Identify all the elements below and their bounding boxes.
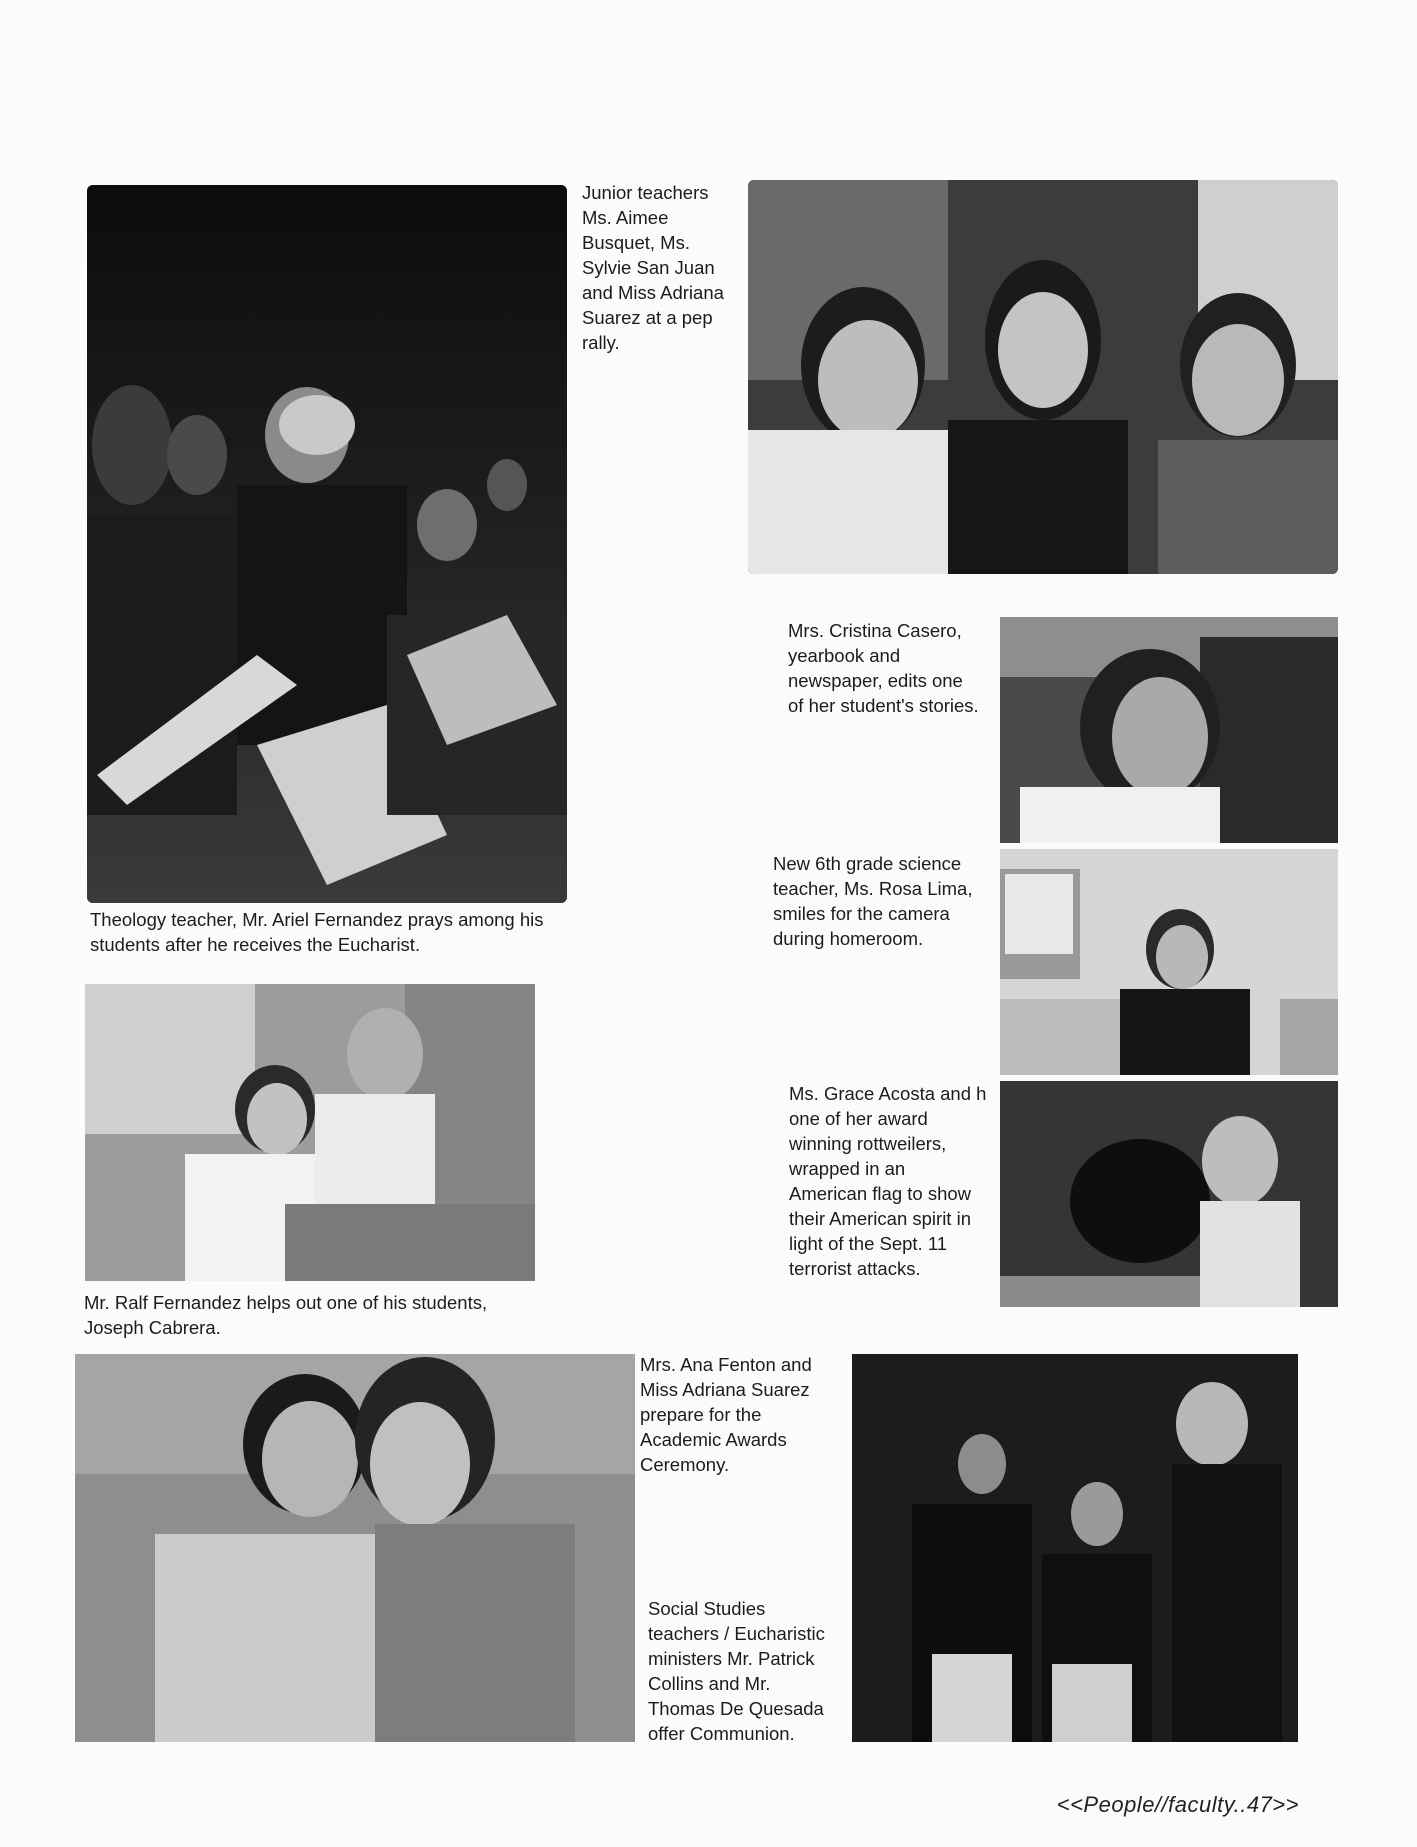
caption-acosta: Ms. Grace Acosta and h one of her award winning rottweilers, wrapped in an American flag to show their American spirit in light of the Sept. 11 terrorist attacks.	[789, 1083, 987, 1279]
photo-fenton-suarez	[75, 1354, 635, 1742]
caption-fenton: Mrs. Ana Fenton and Miss Adriana Suarez prepare for the Academic Awards Ceremony.	[640, 1354, 812, 1475]
photo-junior-teachers	[748, 180, 1338, 574]
caption-ralf-fernandez: Mr. Ralf Fernandez helps out one of his students, Joseph Cabrera.	[84, 1292, 488, 1338]
caption-casero: Mrs. Cristina Casero, yearbook and newspaper, edits one of her student's stories.	[788, 620, 979, 716]
caption-lima: New 6th grade science teacher, Ms. Rosa Lima, smiles for the camera during homeroom.	[773, 853, 973, 949]
page-footer: <<People//faculty..47>>	[1056, 1792, 1299, 1817]
photo-ralf-fernandez	[85, 984, 535, 1281]
photo-lima	[1000, 849, 1338, 1075]
caption-social-studies: Social Studies teachers / Eucharistic ministers Mr. Patrick Collins and Mr. Thomas De Quesada offer Communion.	[648, 1598, 825, 1744]
photo-casero	[1000, 617, 1338, 843]
photo-theology-class	[87, 185, 567, 903]
caption-theology: Theology teacher, Mr. Ariel Fernandez prays among his students after he receives the Eucharist.	[90, 909, 544, 955]
caption-junior-teachers: Junior teachers Ms. Aimee Busquet, Ms. Sylvie San Juan and Miss Adriana Suarez at a pep rally.	[582, 182, 724, 353]
photo-communion	[852, 1354, 1298, 1742]
photo-acosta	[1000, 1081, 1338, 1307]
